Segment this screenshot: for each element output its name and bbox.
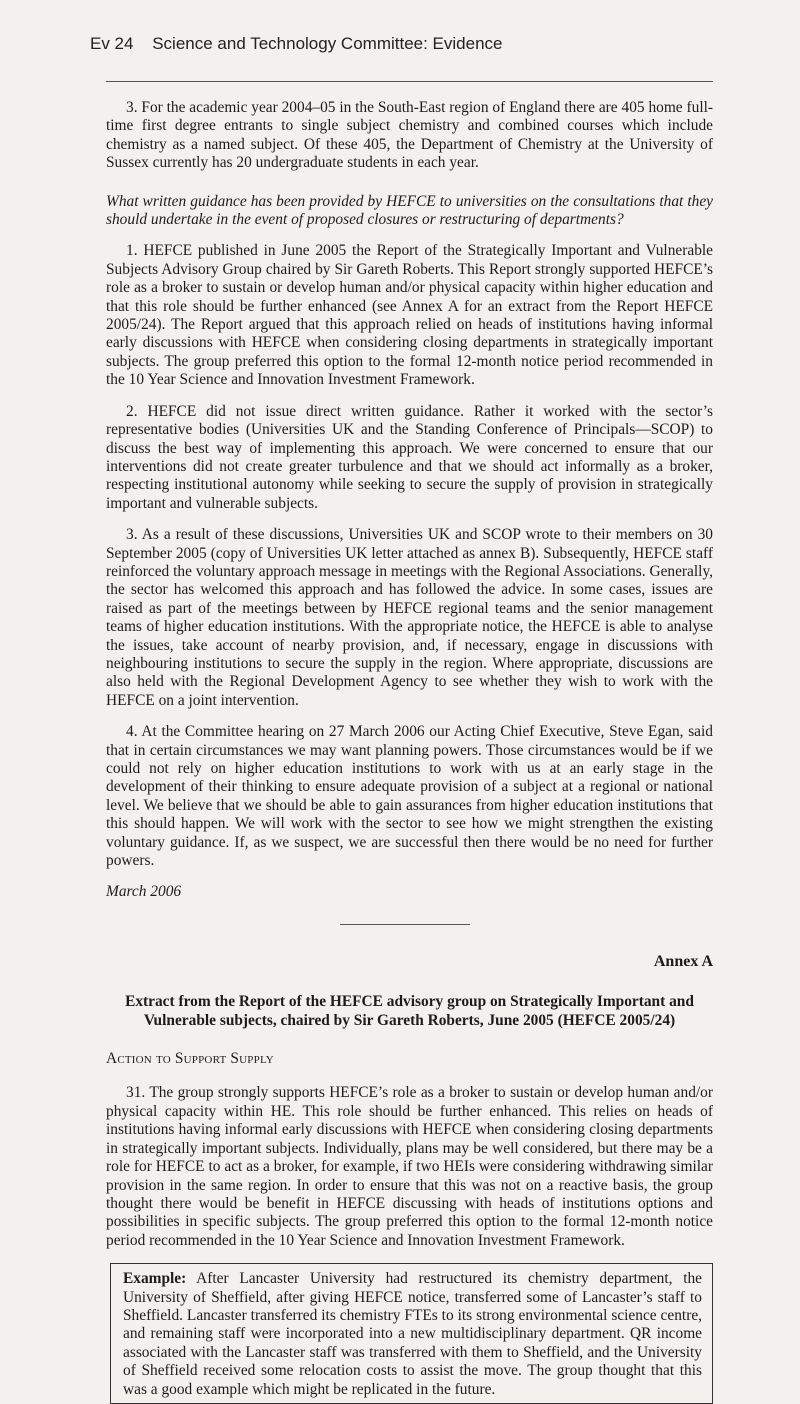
section-divider: [340, 924, 470, 925]
example-text: After Lancaster University had restructured its chemistry department, the University of Sheffield, after giving HEFCE notice, transferred some of Lancaster’s staff to Sheffield. Lancaster transferred its chemistry FTEs to its strong environmental science centre, and remaining staff were incorporated into a new multidisciplinary department. QR income associated with the Lancaster staff was transferred with them to Sheffield, and the University of Sheffield received some relocation costs to assist the move. The group thought that this was a good example which might be replicated in the future.: [123, 1270, 702, 1398]
extract-title: Extract from the Report of the HEFCE advisory group on Strategically Important and Vulnerable subjects, chaired by Sir Gareth Roberts, June 2005 (HEFCE 2005/24): [125, 993, 694, 1029]
document-date: March 2006: [106, 883, 182, 901]
example-paragraph: [123, 1270, 702, 1399]
annex-paragraph-31: 31. The group strongly supports HEFCE’s role as a broker to sustain or develop human and/or physical capacity within HE. This role should be further enhanced. This relies on heads of institutions having informal early discussions with HEFCE when considering closing departments in strategically important subjects. Individually, plans may be well considered, but there may be a role for HEFCE to act as a broker, for example, if two HEIs were considering withdrawing similar provision in the same region. In order to ensure that this was not on a reactive basis, the group thought there would be benefit in HEFCE discussing with heads of institutions options and possibilities in specific subjects. The group preferred this option to the formal 12-month notice period recommended in the 10 Year Science and Innovation Investment Framework.: [106, 1084, 713, 1249]
evidence-page-number: Ev 24: [90, 34, 134, 53]
annex-label: Annex A: [653, 952, 713, 970]
answer-paragraph-2: 2. HEFCE did not issue direct written guidance. Rather it worked with the sector’s representative bodies (Universities UK and the Standing Conference of Principals—SCOP) to discuss the best way of implementing this approach. We were concerned to ensure that our interventions did not create greater turbulence and that we should act informally as a broker, respecting institutional autonomy while seeking to secure the supply of provision in strategically important and vulnerable subjects.: [106, 402, 713, 512]
document-body: [106, 99, 713, 1404]
answer-paragraph-3: 3. As a result of these discussions, Universities UK and SCOP wrote to their members on 30 September 2005 (copy of Universities UK letter attached as annex B). Subsequently, HEFCE staff reinforced the voluntary approach message in meetings with the Regional Associations. Generally, the sector has welcomed this approach and has followed the advice. In some cases, issues are raised as part of the meetings between by HEFCE regional teams and the senior management teams of higher education institutions. With the appropriate notice, the HEFCE is able to analyse the issues, take account of nearby provision, and, if necessary, engage in discussions with neighbouring institutions to secure the supply in the region. Where appropriate, discussions are also held with the Regional Development Agency to see whether they wish to work with the HEFCE on a joint intervention.: [106, 526, 713, 709]
example-label: Example:: [123, 1270, 187, 1288]
intro-paragraph-3: 3. For the academic year 2004–05 in the South-East region of England there are 405 home full-time first degree entrants to single subject chemistry and combined courses which include chemistry as a named subject. Of these 405, the Department of Chemistry at the University of Sussex currently has 20 undergraduate students in each year.: [106, 99, 713, 172]
top-divider: [106, 81, 713, 82]
section-heading: Action to Support Supply: [106, 1050, 274, 1068]
header-title: Science and Technology Committee: Evidence: [152, 34, 503, 53]
answer-paragraph-4: 4. At the Committee hearing on 27 March 2006 our Acting Chief Executive, Steve Egan, said that in certain circumstances we may want planning powers. Those circumstances would be if we could not rely on higher education institutions to work with us at an early stage in the development of their thinking to ensure adequate provision of a subject at a regional or national level. We believe that we should be able to gain assurances from higher education institutions that this should happen. We will work with the sector to see how we might strengthen the existing voluntary guidance. If, as we suspect, we are successful then there would be no need for further powers.: [106, 723, 713, 870]
committee-question: What written guidance has been provided by HEFCE to universities on the consultations that they should undertake in the event of proposed closures or restructuring of departments?: [106, 192, 713, 229]
example-box: [110, 1263, 713, 1404]
page-header: [90, 34, 503, 54]
answer-paragraph-1: 1. HEFCE published in June 2005 the Report of the Strategically Important and Vulnerable Subjects Advisory Group chaired by Sir Gareth Roberts. This Report strongly supported HEFCE’s role as a broker to sustain or develop human and/or physical capacity within higher education and that this role should be further enhanced (see Annex A for an extract from the Report HEFCE 2005/24). The Report argued that this approach relied on heads of institutions having informal early discussions with HEFCE when considering closing departments in strategically important subjects. The group preferred this option to the formal 12-month notice period recommended in the 10 Year Science and Innovation Investment Framework.: [106, 242, 713, 389]
